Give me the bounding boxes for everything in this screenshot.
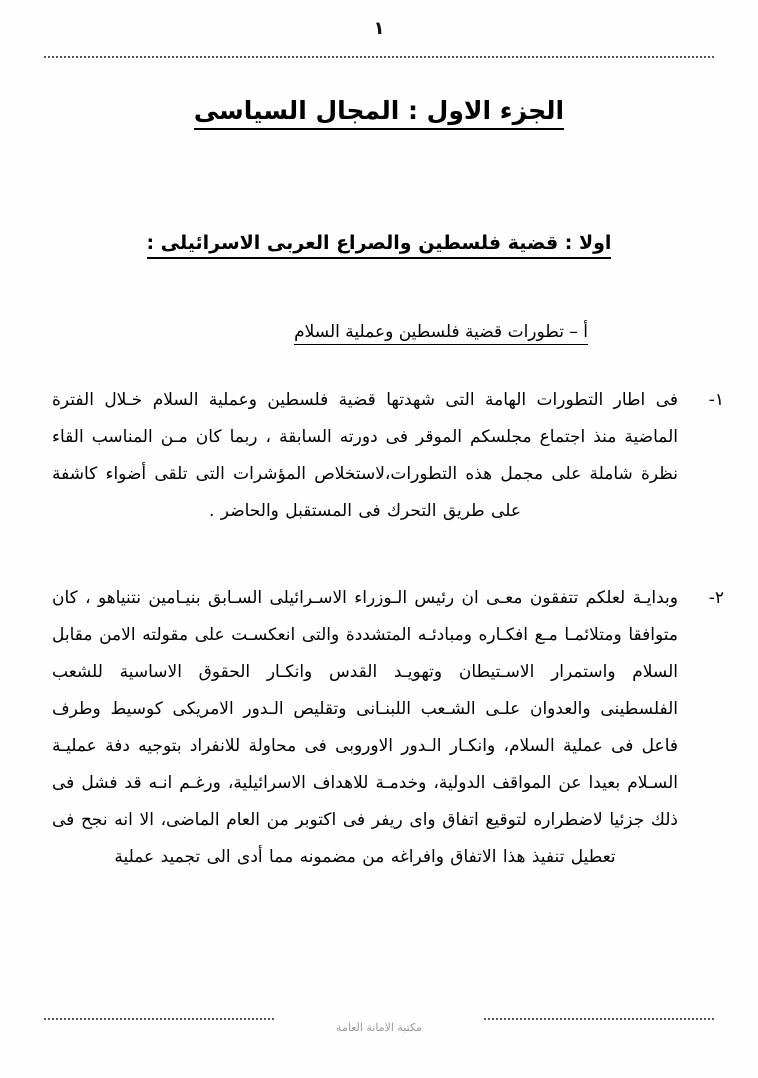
subsection-title (294, 322, 588, 342)
footer-divider-left (44, 1018, 274, 1020)
page-number: ١ (373, 18, 385, 39)
paragraph (52, 580, 724, 876)
subsection-title-text: أ – تطورات قضية فلسطين وعملية السلام (294, 322, 588, 345)
paragraph (52, 382, 724, 530)
paragraph-marker: ٢- (708, 588, 724, 608)
paragraph-text: فى اطار التطورات الهامة التى شهدتها قضية فلسطين وعملية السلام خـلال الفترة الماضية منذ اجتماع مجلسكم الموقر فى دورته السابقة ، ربما كان مـن المناسب القاء نظرة شاملة على مجمل هذه التطورات،لاستخلاص المؤشرات التى تلقى أضواء كاشفة على طريق التحرك فى المستقبل والحاضر . (52, 390, 678, 521)
paragraph-marker: ١- (708, 390, 724, 410)
part-title-text: الجزء الاول : المجال السياسى (194, 96, 564, 130)
footer-divider-right (484, 1018, 714, 1020)
section-title-text: اولا : قضية فلسطين والصراع العربى الاسرائيلى : (147, 232, 612, 259)
footer-note: مكتبة الامانة العامة (336, 1021, 422, 1034)
section-title (0, 232, 758, 254)
paragraph-text: وبدايـة لعلكم تتفقون معـى ان رئيس الـوزراء الاسـرائيلى السـابق بنيـامين نتنياهو ، كان متوافقا ومتلائمـا مـع افكـاره ومبادئـه المتشددة والتى انعكسـت على مقولته الامن مقابل السلام واستمرار الاسـتيطان وتهويـد القدس وانكـار الحقوق الاساسية للشعب الفلسطينى والعدوان علـى الشـعب اللبنـانى وتقليص الـدور الامريكى كوسيط وطرف فاعل فى عملية السلام، وانكـار الـدور الاوروبى فى محاولة للانفراد بتوجيه دفة عمليـة السـلام بعيدا عن المواقف الدولية، وخدمـة للاهداف الاسرائيلية، ورغـم انـه قد فشل فى ذلك جزئيا لاضطراره لتوقيع اتفاق واى ريفر فى اكتوبر من العام الماضى، الا انه نجح فى تعطيل تنفيذ هذا الاتفاق وافراغه من مضمونه مما أدى الى تجميد عملية (52, 588, 678, 867)
part-title (0, 96, 758, 125)
header-divider (44, 56, 714, 58)
